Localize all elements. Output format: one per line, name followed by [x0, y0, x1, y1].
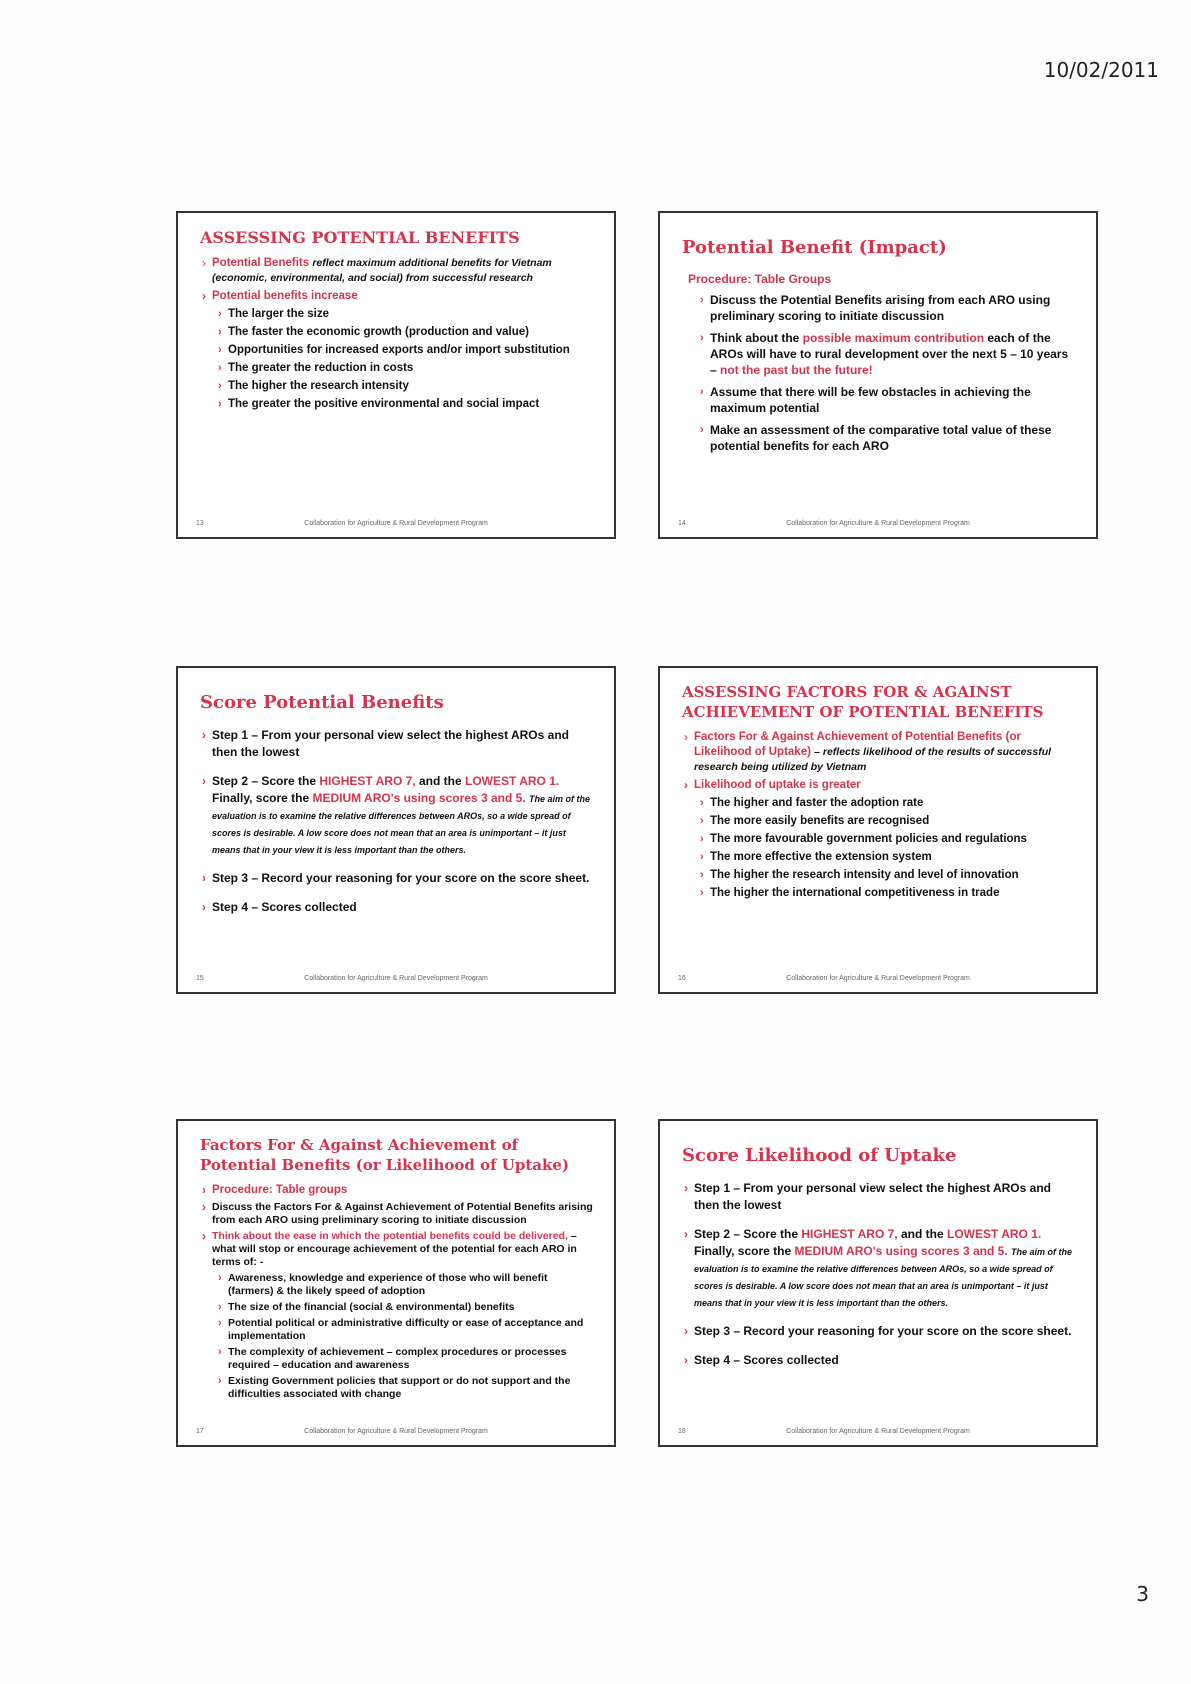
- list-item: › The complexity of achievement – complex procedures or processes required – education and awareness: [200, 1346, 594, 1372]
- slide-footer: [678, 1428, 1078, 1435]
- list-item: › The higher the research intensity and level of innovation: [682, 868, 1076, 883]
- slide-title: ASSESSING FACTORS FOR & AGAINST ACHIEVEMENT OF POTENTIAL BENEFITS: [682, 683, 1044, 721]
- step-3: › Step 3 – Record your reasoning for your score on the score sheet.: [200, 870, 594, 887]
- list-item: › Think about the ease in which the potential benefits could be delivered, – what will stop or encourage achievement of the potential for each ARO in terms of: -: [200, 1230, 594, 1269]
- list-item: › Potential political or administrative difficulty or ease of acceptance and implementation: [200, 1317, 594, 1343]
- list-item: › The larger the size: [200, 307, 594, 322]
- slide-potential-benefit-impact: [658, 211, 1098, 539]
- slide-footer: [196, 520, 596, 527]
- page-number: 3: [1136, 1582, 1149, 1606]
- step-1: › Step 1 – From your personal view select the highest AROs and then the lowest: [200, 727, 594, 761]
- footer-text: Collaboration for Agriculture & Rural Development Program: [786, 520, 970, 527]
- bullet-list: [200, 256, 594, 412]
- slide-number: 15: [196, 975, 204, 982]
- list-item: › Think about the possible maximum contribution each of the AROs will have to rural development over the next 5 – 10 years – not the past but the future!: [682, 330, 1076, 378]
- list-item: › The more favourable government policies and regulations: [682, 832, 1076, 847]
- slide-number: 16: [678, 975, 686, 982]
- procedure-label: Procedure: Table Groups: [688, 272, 832, 286]
- slide-footer: [196, 975, 596, 982]
- step-list: [682, 1180, 1076, 1369]
- step-2: › Step 2 – Score the HIGHEST ARO 7, and the LOWEST ARO 1. Finally, score the MEDIUM ARO's using scores 3 and 5. The aim of the evaluation is to examine the relative differences between AROs, so a wide spread of scores is desirable. A low score does not mean that an area is unimportant – it just means that in your view it is less important than the others.: [682, 1226, 1076, 1311]
- slide-title: Score Potential Benefits: [200, 692, 444, 713]
- page-date: 10/02/2011: [1043, 58, 1159, 82]
- slide-score-potential-benefits: [176, 666, 616, 994]
- list-item: › Discuss the Factors For & Against Achievement of Potential Benefits arising from each ARO using preliminary scoring to initiate discussion: [200, 1201, 594, 1227]
- slide-score-likelihood-of-uptake: [658, 1119, 1098, 1447]
- list-item: › The greater the reduction in costs: [200, 361, 594, 376]
- footer-text: Collaboration for Agriculture & Rural Development Program: [304, 520, 488, 527]
- list-item: › Awareness, knowledge and experience of those who will benefit (farmers) & the likely speed of adoption: [200, 1272, 594, 1298]
- list-item: › The higher the international competitiveness in trade: [682, 886, 1076, 901]
- slide-assessing-factors: [658, 666, 1098, 994]
- list-item: › The higher and faster the adoption rate: [682, 796, 1076, 811]
- slide-footer: [678, 975, 1078, 982]
- list-item: › Potential Benefits reflect maximum additional benefits for Vietnam (economic, environmental, and social) from successful research: [200, 256, 594, 286]
- bullet-list: [682, 730, 1076, 901]
- list-item: › The more effective the extension system: [682, 850, 1076, 865]
- list-item: › The size of the financial (social & environmental) benefits: [200, 1301, 594, 1314]
- slide-factors-for-against: [176, 1119, 616, 1447]
- list-item: › Procedure: Table groups: [200, 1183, 594, 1198]
- bullet-list: [200, 1183, 594, 1401]
- slide-number: 17: [196, 1428, 204, 1435]
- list-item: › Likelihood of uptake is greater: [682, 778, 1076, 793]
- step-1: › Step 1 – From your personal view select the highest AROs and then the lowest: [682, 1180, 1076, 1214]
- slide-title: Score Likelihood of Uptake: [682, 1145, 957, 1166]
- list-item: › Discuss the Potential Benefits arising from each ARO using preliminary scoring to initiate discussion: [682, 292, 1076, 324]
- slide-title: Factors For & Against Achievement of Potential Benefits (or Likelihood of Uptake): [200, 1136, 570, 1174]
- footer-text: Collaboration for Agriculture & Rural Development Program: [786, 1428, 970, 1435]
- bullet-list: [682, 292, 1076, 454]
- slide-number: 13: [196, 520, 204, 527]
- step-4: › Step 4 – Scores collected: [682, 1352, 1076, 1369]
- list-item: › The greater the positive environmental and social impact: [200, 397, 594, 412]
- step-3: › Step 3 – Record your reasoning for your score on the score sheet.: [682, 1323, 1076, 1340]
- list-item: › The faster the economic growth (production and value): [200, 325, 594, 340]
- list-item: › Existing Government policies that support or do not support and the difficulties associated with change: [200, 1375, 594, 1401]
- slide-footer: [196, 1428, 596, 1435]
- footer-text: Collaboration for Agriculture & Rural Development Program: [786, 975, 970, 982]
- list-item: › Potential benefits increase: [200, 289, 594, 304]
- list-item: › Opportunities for increased exports and/or import substitution: [200, 343, 594, 358]
- step-4: › Step 4 – Scores collected: [200, 899, 594, 916]
- footer-text: Collaboration for Agriculture & Rural Development Program: [304, 975, 488, 982]
- slide-title: ASSESSING POTENTIAL BENEFITS: [200, 228, 520, 247]
- list-item: › Make an assessment of the comparative total value of these potential benefits for each ARO: [682, 422, 1076, 454]
- list-item: › The higher the research intensity: [200, 379, 594, 394]
- step-2: › Step 2 – Score the HIGHEST ARO 7, and the LOWEST ARO 1. Finally, score the MEDIUM ARO's using scores 3 and 5. The aim of the evaluation is to examine the relative differences between AROs, so a wide spread of scores is desirable. A low score does not mean that an area is unimportant – it just means that in your view it is less important than the others.: [200, 773, 594, 858]
- list-item: › Assume that there will be few obstacles in achieving the maximum potential: [682, 384, 1076, 416]
- slide-number: 14: [678, 520, 686, 527]
- list-item: › Factors For & Against Achievement of Potential Benefits (or Likelihood of Uptake) – reflects likelihood of the results of successful research being utilized by Vietnam: [682, 730, 1076, 775]
- slide-assessing-potential-benefits: [176, 211, 616, 539]
- list-item: › The more easily benefits are recognised: [682, 814, 1076, 829]
- slide-title: Potential Benefit (Impact): [682, 237, 947, 258]
- slide-number: 18: [678, 1428, 686, 1435]
- slide-footer: [678, 520, 1078, 527]
- footer-text: Collaboration for Agriculture & Rural Development Program: [304, 1428, 488, 1435]
- step-list: [200, 727, 594, 916]
